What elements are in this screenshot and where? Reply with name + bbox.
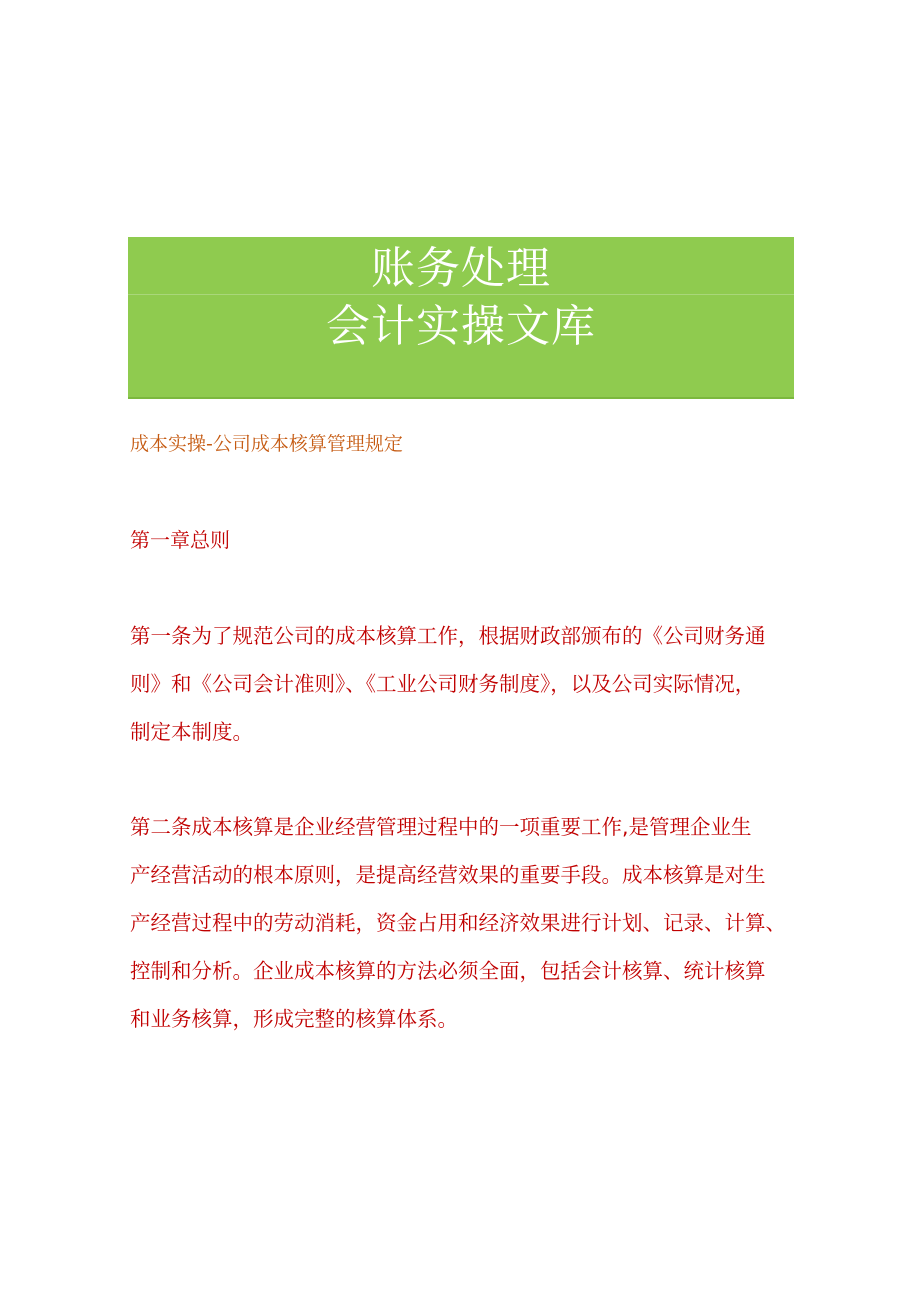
banner-title-line1: 账务处理 <box>371 243 551 294</box>
article-2-paragraph <box>130 803 792 1043</box>
article-2-line: 产经营活动的根本原则，是提高经营效果的重要手段。成本核算是对生 <box>130 863 766 887</box>
article-1-line: 则》和《公司会计准则》、《工业公司财务制度》，以及公司实际情况， <box>130 672 756 696</box>
article-2-line: 产经营过程中的劳动消耗，资金占用和经济效果进行计划、记录、计算、 <box>130 911 786 935</box>
article-2-line: 第二条成本核算是企业经营管理过程中的一项重要工作,是管理企业生 <box>130 815 752 839</box>
chapter-heading: 第一章总则 <box>130 528 230 552</box>
article-1-line: 第一条为了规范公司的成本核算工作，根据财政部颁布的《公司财务通 <box>130 624 766 648</box>
article-1-paragraph <box>130 612 792 756</box>
document-title: 成本实操-公司成本核算管理规定 <box>130 433 403 455</box>
header-banner <box>128 237 794 399</box>
banner-title-line2: 会计实操文库 <box>326 301 596 352</box>
article-2-line: 和业务核算，形成完整的核算体系。 <box>130 1007 458 1031</box>
article-1-line: 制定本制度。 <box>130 720 253 744</box>
article-2-line: 控制和分析。企业成本核算的方法必须全面，包括会计核算、统计核算 <box>130 959 766 983</box>
